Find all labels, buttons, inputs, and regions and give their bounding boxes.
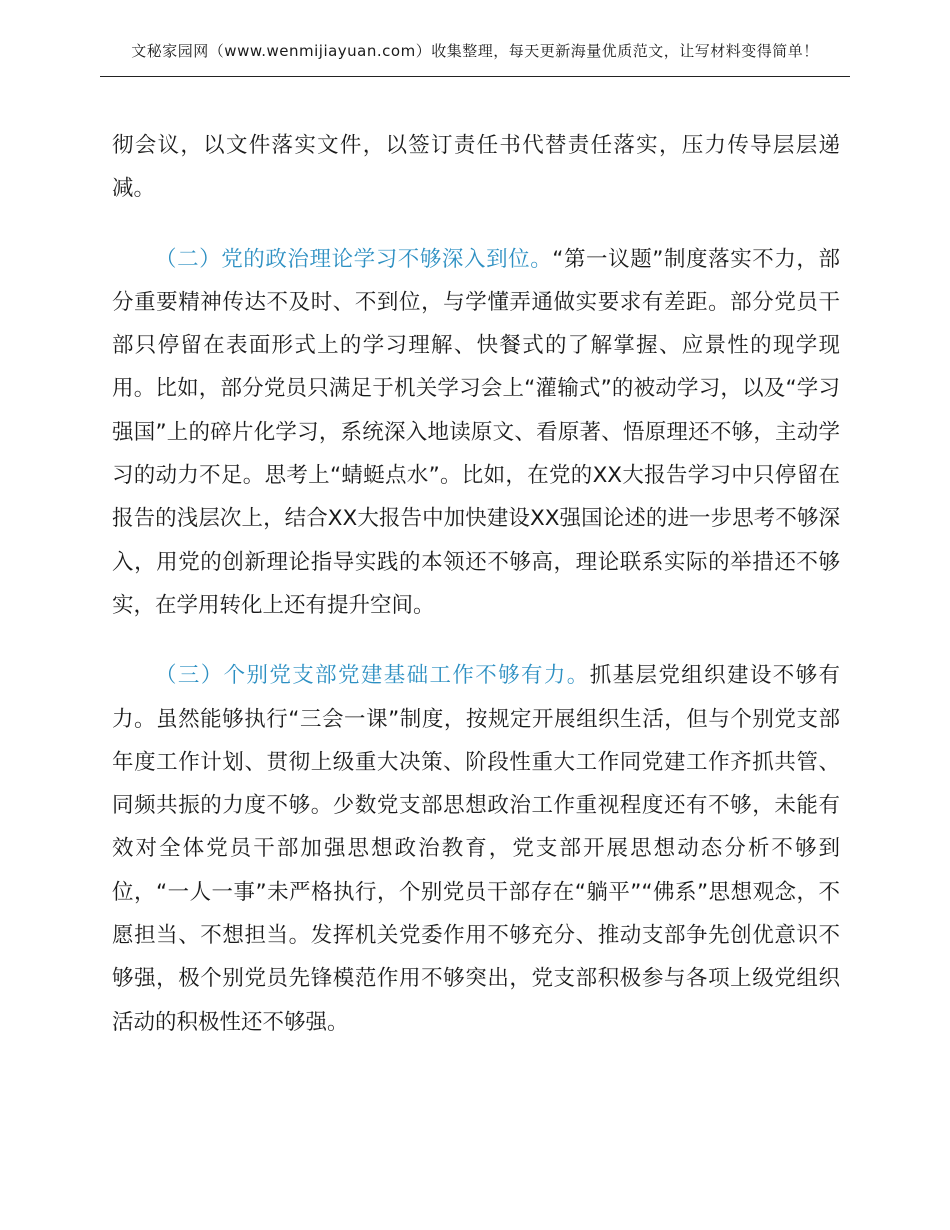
- paragraph-body: 抓基层党组织建设不够有力。虽然能够执行“三会一课”制度，按规定开展组织生活，但与个别党支部年度工作计划、贯彻上级重大决策、阶段性重大工作同党建工作齐抓共管、同频共振的力度不够。少数党支部思想政治工作重视程度还有不够，未能有效对全体党员干部加强思想政治教育，党支部开展思想动态分析不够到位，“一人一事”未严格执行，个别党员干部存在“躺平”“佛系”思想观念，不愿担当、不想担当。发挥机关党委作用不够充分、推动支部争先创优意识不够强，极个别党员先锋模范作用不够突出，党支部积极参与各项上级党组织活动的积极性还不够强。: [112, 663, 840, 1035]
- paragraph-body: “第一议题”制度落实不力，部分重要精神传达不及时、不到位，与学懂弄通做实要求有差距。部分党员干部只停留在表面形式上的学习理解、快餐式的了解掌握、应景性的现学现用。比如，部分党员只满足于机关学习会上“灌输式”的被动学习，以及“学习强国”上的碎片化学习，系统深入地读原文、看原著、悟原理还不够，主动学习的动力不足。思考上“蜻蜓点水”。比如，在党的XX大报告学习中只停留在报告的浅层次上，结合XX大报告中加快建设XX强国论述的进一步思考不够深入，用党的创新理论指导实践的本领还不够高，理论联系实际的举措还不够实，在学用转化上还有提升空间。: [112, 246, 840, 618]
- paragraph-body: 彻会议，以文件落实文件，以签订责任书代替责任落实，压力传导层层递减。: [112, 133, 840, 202]
- header-divider: [100, 76, 850, 77]
- document-body: [112, 124, 840, 1044]
- page-header: 文秘家园网（www.wenmijiayuan.com）收集整理，每天更新海量优质范文，让写材料变得简单！: [131, 42, 819, 60]
- paragraph-continuation: [112, 124, 840, 211]
- section-heading: （三）个别党支部党建基础工作不够有力。: [155, 663, 590, 689]
- paragraph-section-2: [112, 238, 840, 628]
- section-heading: （二）党的政治理论学习不够深入到位。: [155, 246, 553, 272]
- paragraph-section-3: [112, 654, 840, 1044]
